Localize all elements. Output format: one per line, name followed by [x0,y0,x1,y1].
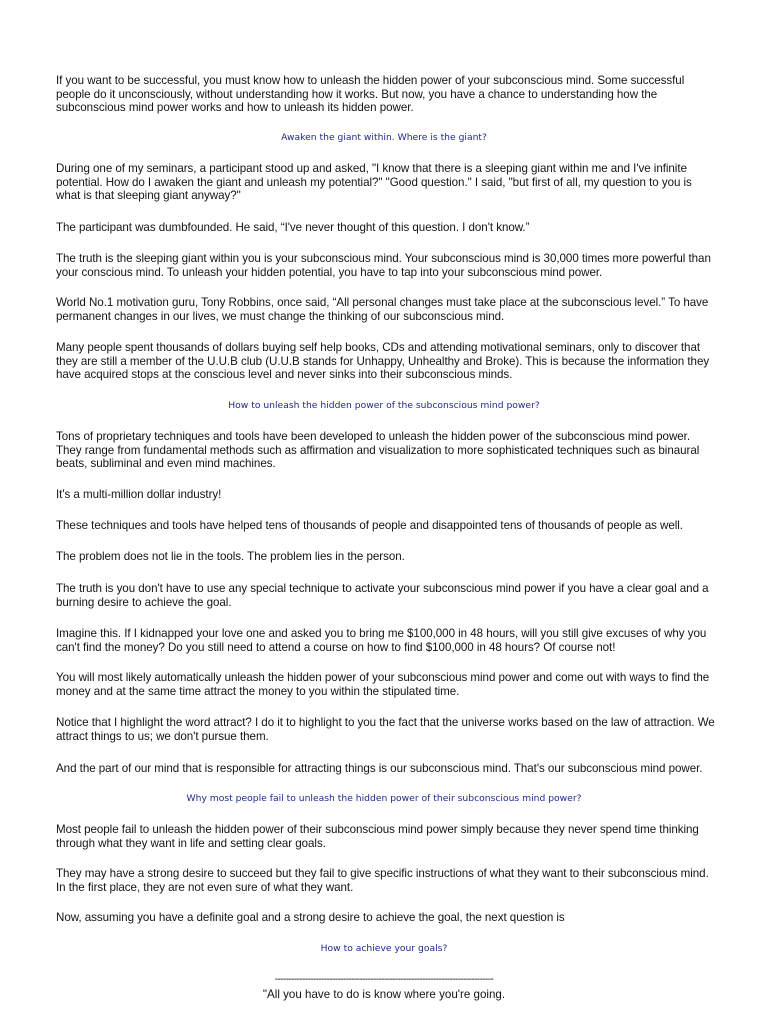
paragraph-intro: If you want to be successful, you must know how to unleash the hidden power of your subconscious mind. Some successful people do it unconsciously, without understanding how it works. But now, you have a chance to understanding how the subconscious mind power works and how to unleash its hidden power. [56,74,685,115]
paragraph-clear-goal: The truth is you don't have to use any special technique to activate your subconscious mind power if you have a clear goal and a burning desire to achieve the goal. [56,582,709,609]
paragraph-uub-club: Many people spent thousands of dollars buying self help books, CDs and attending motivational seminars, only to discover that they are still a member of the U.U.B club (U.U.B stands for Unhappy, Unhealthy and Broke). This is because the information they have acquired stops at the conscious level and never sinks into their subconscious minds. [56,341,710,382]
paragraph-attracting-things: And the part of our mind that is responsible for attracting things is our subconscious mind. That's our subconscious mind power. [56,762,703,775]
paragraph-imagine-kidnap: Imagine this. If I kidnapped your love one and asked you to bring me $100,000 in 48 hours, will you still give excuses of why you can't find the money? Do you still need to attend a course on how to find $100,000 in 48 hours? Of course not! [56,627,707,654]
paragraph-proprietary-techniques: Tons of proprietary techniques and tools have been developed to unleash the hidden power of the subconscious mind power. They range from fundamental methods such as affirmation and visualization to more sophisticated techniques such as binaural beats, subliminal and even mind machines. [56,430,700,471]
paragraph-seminar-question: During one of my seminars, a participant stood up and asked, "I know that there is a sleeping giant within me and I've infinite potential. How do I awaken the giant and unleash my potential?" "Good question." I said, "but first of all, my question to you is what is that sleeping giant anyway?" [56,162,692,203]
paragraph-automatically-unleash: You will most likely automatically unleash the hidden power of your subconscious mind power and come out with ways to find the money and at the same time attract the money to you within the stipulated time. [56,671,710,698]
paragraph-participant-dumbfounded: The participant was dumbfounded. He said, “I've never thought of this question. I don't know.” [56,221,530,234]
paragraph-strong-desire: They may have a strong desire to succeed but they fail to give specific instructions of what they want to their subconscious mind. In the first place, they are not even sure of what they want. [56,867,709,894]
section-heading-why-people-fail: Why most people fail to unleash the hidden power of their subconscious mind power? [186,793,582,804]
paragraph-problem-person: The problem does not lie in the tools. The problem lies in the person. [56,550,405,563]
paragraph-never-spend-time: Most people fail to unleash the hidden power of their subconscious mind power simply because they never spend time thinking through what they want in life and setting clear goals. [56,823,699,850]
section-heading-how-to-unleash: How to unleash the hidden power of the subconscious mind power? [228,400,540,411]
paragraph-sleeping-giant-truth: The truth is the sleeping giant within you is your subconscious mind. Your subconscious mind is 30,000 times more powerful than your conscious mind. To unleash your hidden potential, you have to tap into your subconscious mind power. [56,252,711,279]
paragraph-law-of-attraction: Notice that I highlight the word attract? I do it to highlight to you the fact that the universe works based on the law of attraction. We attract things to us; we don't pursue them. [56,716,715,743]
section-heading-achieve-goals: How to achieve your goals? [320,943,448,954]
paragraph-tony-robbins-quote: World No.1 motivation guru, Tony Robbins, once said, “All personal changes must take place at the subconscious level.” To have permanent changes in our lives, we must change the thinking of our subconscious mind. [56,296,709,323]
paragraph-tools-helped: These techniques and tools have helped tens of thousands of people and disappointed tens of thousands of people as well. [56,519,683,532]
paragraph-next-question: Now, assuming you have a definite goal and a strong desire to achieve the goal, the next question is [56,911,565,924]
section-heading-awaken-giant: Awaken the giant within. Where is the giant? [281,132,487,143]
paragraph-industry: It's a multi-million dollar industry! [56,488,222,501]
quote-know-where-going: "All you have to do is know where you're going. [262,988,506,1001]
dashed-divider: -------------------------------------------------------------------------------- [274,974,494,985]
